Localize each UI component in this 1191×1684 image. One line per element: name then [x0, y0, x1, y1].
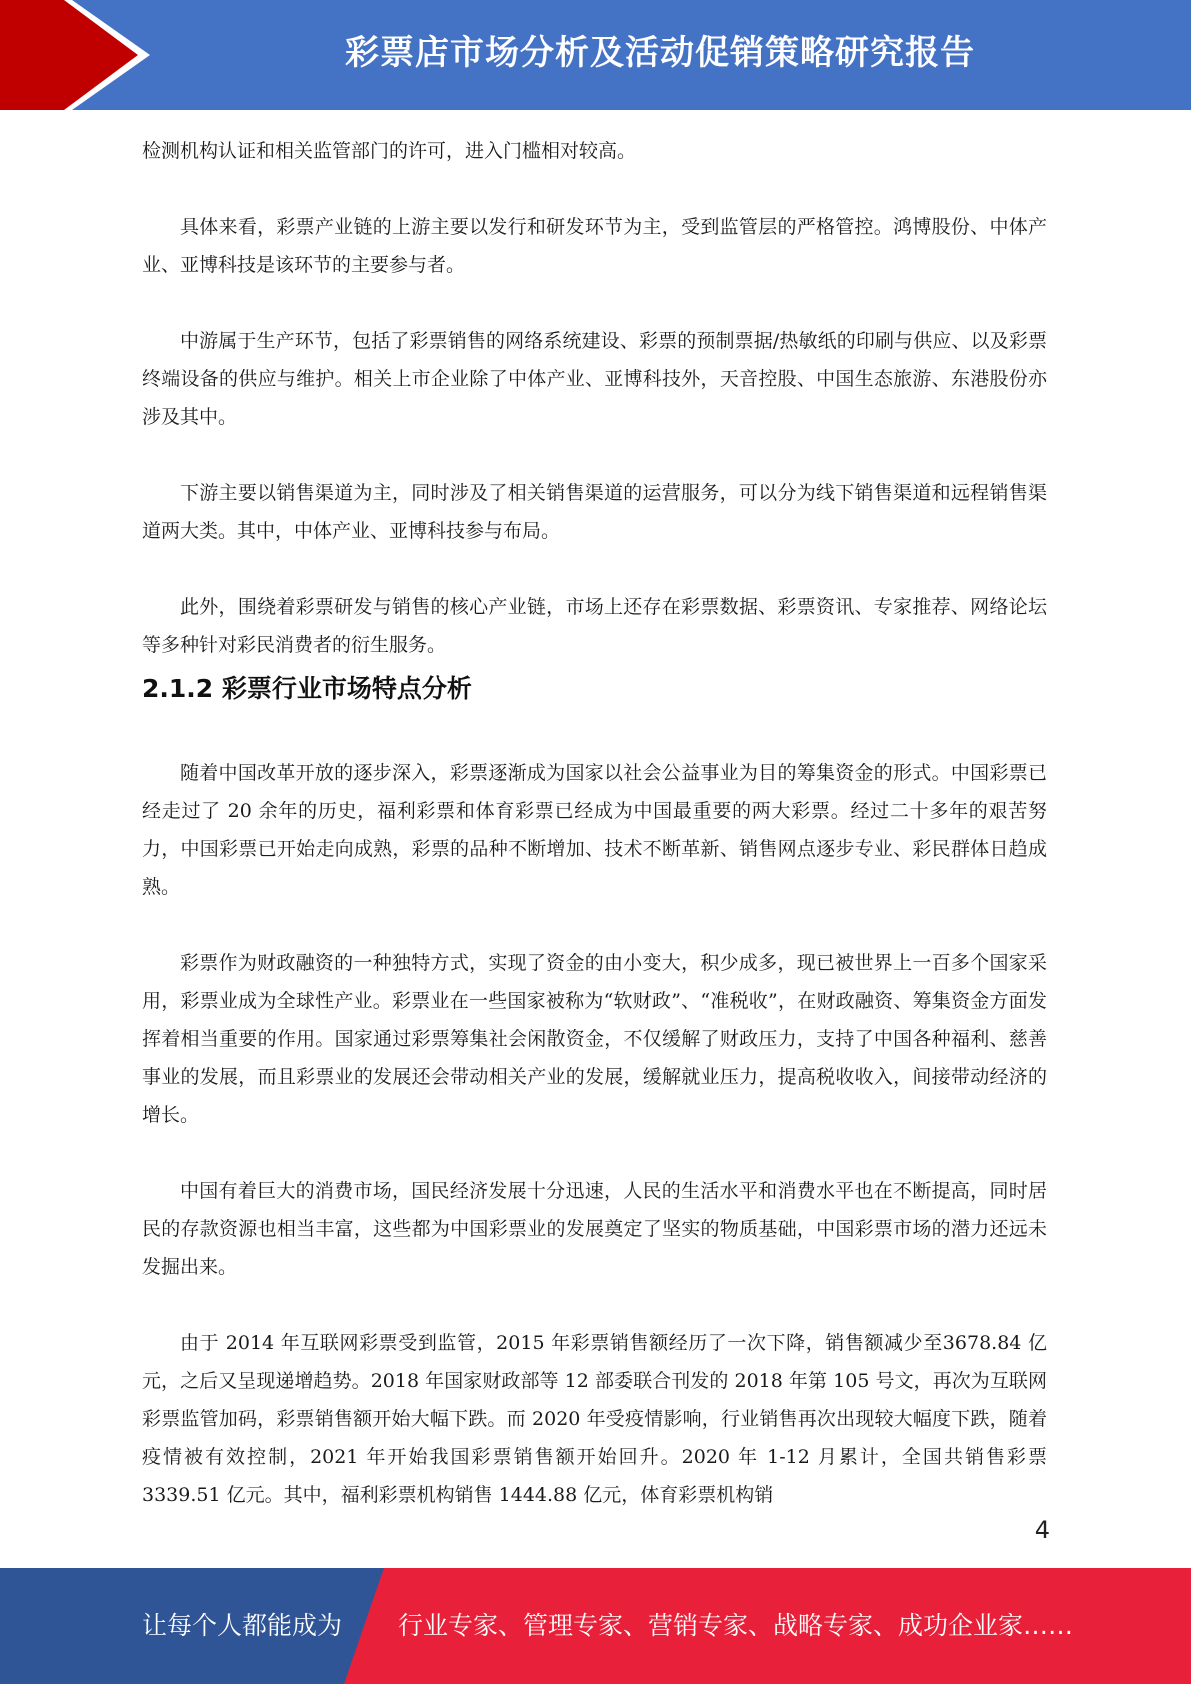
header-banner: [0, 0, 1191, 110]
paragraph: 中国有着巨大的消费市场，国民经济发展十分迅速，人民的生活水平和消费水平也在不断提高，同时居民的存款资源也相当丰富，这些都为中国彩票业的发展奠定了坚实的物质基础，中国彩票市场的潜力还远未发掘出来。: [142, 1180, 1047, 1278]
section-heading: 2.1.2 彩票行业市场特点分析: [142, 674, 472, 703]
footer-slogan-right: 行业专家、管理专家、营销专家、战略专家、成功企业家……: [398, 1611, 1074, 1640]
paragraph: 中游属于生产环节，包括了彩票销售的网络系统建设、彩票的预制票据/热敏纸的印刷与供应、以及彩票终端设备的供应与维护。相关上市企业除了中体产业、亚博科技外，天音控股、中国生态旅游、东港股份亦涉及其中。: [142, 330, 1047, 428]
page-number: 4: [1034, 1516, 1050, 1544]
paragraph: 下游主要以销售渠道为主，同时涉及了相关销售渠道的运营服务，可以分为线下销售渠道和远程销售渠道两大类。其中，中体产业、亚博科技参与布局。: [142, 482, 1047, 542]
paragraph: 具体来看，彩票产业链的上游主要以发行和研发环节为主，受到监管层的严格管控。鸿博股份、中体产业、亚博科技是该环节的主要参与者。: [142, 216, 1047, 276]
report-title: 彩票店市场分析及活动促销策略研究报告: [345, 33, 975, 73]
paragraph: 随着中国改革开放的逐步深入，彩票逐渐成为国家以社会公益事业为目的筹集资金的形式。中国彩票已经走过了 20 余年的历史，福利彩票和体育彩票已经成为中国最重要的两大彩票。经过二十多年的艰苦努力，中国彩票已开始走向成熟，彩票的品种不断增加、技术不断革新、销售网点逐步专业、彩民群体日趋成熟。: [142, 762, 1047, 898]
paragraph: 彩票作为财政融资的一种独特方式，实现了资金的由小变大，积少成多，现已被世界上一百多个国家采用，彩票业成为全球性产业。彩票业在一些国家被称为“软财政”、“准税收”，在财政融资、筹集资金方面发挥着相当重要的作用。国家通过彩票筹集社会闲散资金，不仅缓解了财政压力，支持了中国各种福利、慈善事业的发展，而且彩票业的发展还会带动相关产业的发展，缓解就业压力，提高税收收入，间接带动经济的增长。: [142, 952, 1047, 1126]
paragraph: 此外，围绕着彩票研发与销售的核心产业链，市场上还存在彩票数据、彩票资讯、专家推荐、网络论坛等多种针对彩民消费者的衍生服务。: [142, 596, 1047, 656]
footer-banner: [0, 1568, 1191, 1684]
paragraph: 检测机构认证和相关监管部门的许可，进入门槛相对较高。: [142, 140, 637, 162]
footer-slogan-left: 让每个人都能成为: [142, 1611, 343, 1640]
paragraph: 由于 2014 年互联网彩票受到监管，2015 年彩票销售额经历了一次下降，销售额减少至3678.84 亿元，之后又呈现递增趋势。2018 年国家财政部等 12 部委联合刊发的 2018 年第 105 号文，再次为互联网彩票监管加码，彩票销售额开始大幅下跌。而 2020 年受疫情影响，行业销售再次出现较大幅度下跌，随着疫情被有效控制，2021 年开始我国彩票销售额开始回升。2020 年 1-12 月累计，全国共销售彩票 3339.51 亿元。其中，福利彩票机构销售 1444.88 亿元，体育彩票机构销: [142, 1332, 1047, 1506]
document-body: [142, 132, 1047, 1514]
header-ribbon-icon: [0, 0, 160, 110]
